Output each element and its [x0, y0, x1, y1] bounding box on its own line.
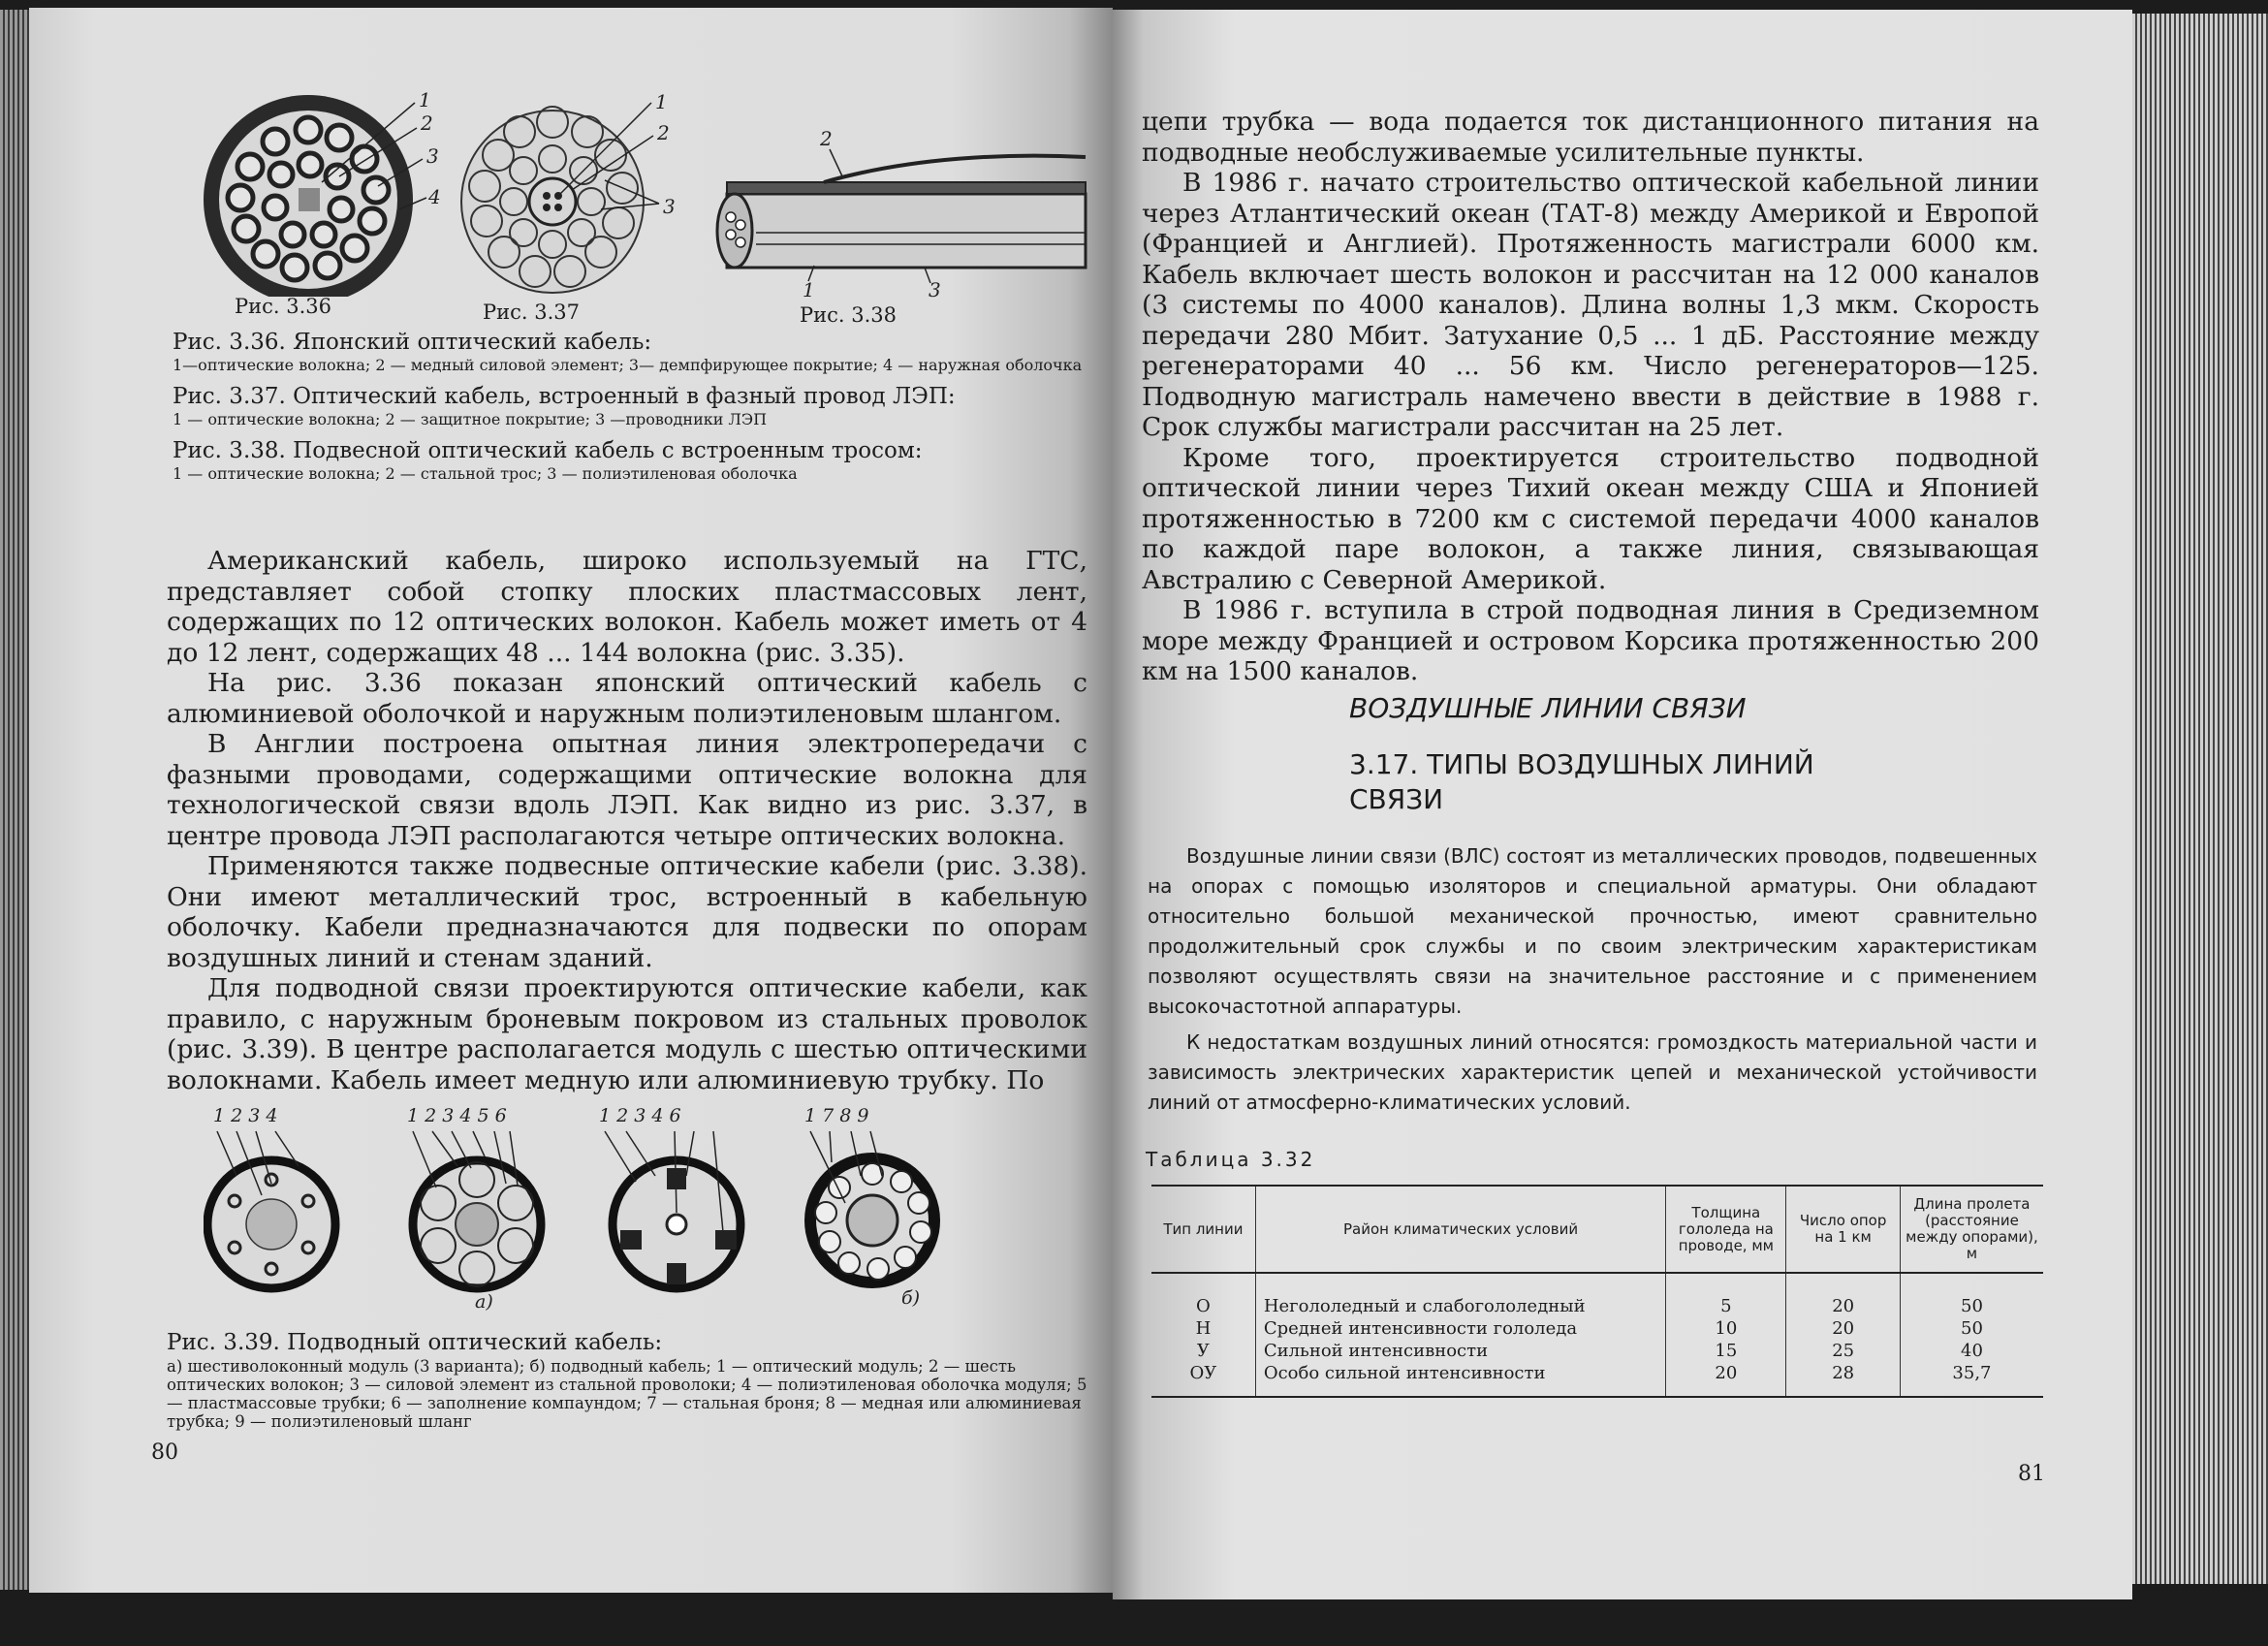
- table-cell: 35,7: [1900, 1362, 2043, 1397]
- figure-3-36-label: Рис. 3.36: [235, 295, 331, 318]
- caption-3-37-title: Рис. 3.37. Оптический кабель, встроенный в фазный провод ЛЭП:: [173, 384, 956, 409]
- figure-captions: [173, 328, 1103, 491]
- table-cell: Негололедный и слабогололедный: [1255, 1273, 1665, 1317]
- table-header: Число опор на 1 км: [1786, 1186, 1901, 1273]
- table-header: Длина пролета (расстояние между опорами), м: [1900, 1186, 2043, 1273]
- caption-3-36-title: Рис. 3.36. Японский оптический кабель:: [173, 330, 652, 355]
- table-cell: У: [1196, 1341, 1210, 1361]
- subsection-title-line1: 3.17. ТИПЫ ВОЗДУШНЫХ ЛИНИЙ: [1349, 748, 1814, 780]
- fig-3-36-callout-4: 4: [428, 185, 441, 208]
- paragraph: Для подводной связи проектируются оптические кабели, как правило, с наружным броневым покровом из стальных проволок (рис. 3.39). В центре располагается модуль с шестью оптическими волокнами. Кабель имеет медную или алюминиевую трубку. По: [167, 973, 1087, 1095]
- fig-3-38-callout-2: 2: [820, 127, 833, 150]
- table-cell: ОУ: [1189, 1363, 1217, 1383]
- figure-3-37-label: Рис. 3.37: [483, 301, 580, 324]
- table-cell: 50: [1900, 1273, 2043, 1317]
- subsection-title-line2: СВЯЗИ: [1349, 783, 1444, 815]
- fig-3-37-callout-3: 3: [663, 195, 676, 218]
- figure-3-38-label: Рис. 3.38: [800, 303, 897, 327]
- fig-3-37-callout-1: 1: [655, 93, 668, 113]
- table-row: [1151, 1273, 2043, 1317]
- fig-3-39-label-a: а): [475, 1291, 493, 1313]
- caption-3-39-title: Рис. 3.39. Подводный оптический кабель:: [167, 1330, 663, 1355]
- table-cell: 20: [1786, 1317, 1901, 1340]
- fig-3-38-callout-3: 3: [929, 278, 941, 299]
- fig-3-36-callout-3: 3: [426, 144, 439, 168]
- right-page-body: [1142, 107, 2039, 687]
- paragraph: Применяются также подвесные оптические кабели (рис. 3.38). Они имеют металлический трос, встроенный в кабельную оболочку. Кабели предназначаются для подвески по опорам воздушных линий и стенам зданий.: [167, 851, 1087, 973]
- paragraph: В 1986 г. вступила в строй подводная линия в Средиземном море между Францией и островом Корсика протяженностью 200 км на 1500 каналов.: [1142, 595, 2039, 686]
- caption-3-38-legend: 1 — оптические волокна; 2 — стальной трос; 3 — полиэтиленовая оболочка: [173, 464, 798, 483]
- table-cell: Н: [1195, 1318, 1212, 1339]
- page-number-left: 80: [151, 1440, 178, 1465]
- table-cell: 20: [1786, 1273, 1901, 1317]
- table-cell: 25: [1786, 1340, 1901, 1362]
- paragraph: К недостаткам воздушных линий относятся: громоздкость материальной части и зависимость электрических характеристик цепей и механической устойчивости линий от атмосферно-климатических условий.: [1148, 1030, 2037, 1114]
- fig-3-39-callouts-variant-3: 1 2 3 4 6: [599, 1105, 681, 1126]
- paragraph: Кроме того, проектируется строительство подводной оптической линии через Тихий океан между США и Японией протяженностью в 7200 км с системой передачи 4000 каналов по каждой паре волокон, а также линия, связывающая Австралию с Северной Америкой.: [1142, 442, 2039, 595]
- figure-3-39-caption: [167, 1328, 1099, 1439]
- paragraph: В Англии построена опытная линия электропередачи с фазными проводами, содержащими оптические волокна для технологической связи вдоль ЛЭП. Как видно из рис. 3.37, в центре провода ЛЭП располагаются четыре оптических волокна.: [167, 729, 1087, 851]
- fig-3-39-callouts-cable: 1 7 8 9: [804, 1105, 869, 1126]
- figure-3-37-illustration: [456, 93, 717, 297]
- fig-3-39-callouts-variant-1: 1 2 3 4: [213, 1105, 278, 1126]
- paragraph: Воздушные линии связи (ВЛС) состоят из металлических проводов, подвешенных на опорах с помощью изоляторов и специальной арматуры. Они обладают относительно большой механической прочностью, имеют сравнительно продолжительный срок службы и по своим электрическим характеристикам позволяют осуществлять связи на значительное расстояние и с применением высокочастотной аппаратуры.: [1148, 844, 2037, 1018]
- caption-3-39-legend: а) шестиволоконный модуль (3 варианта); б) подводный кабель; 1 — оптический модуль; 2 — шесть оптических волокон; 3 — силовой элемент из стальной проволоки; 4 — полиэтиленовая оболочка модуля; 5 — пластмассовые трубки; 6 — заполнение компаундом; 7 — стальная броня; 8 — медная или алюминиевая трубка; 9 — полиэтиленовый шланг: [167, 1357, 1087, 1431]
- table-3-32: [1151, 1185, 2043, 1398]
- table-cell: 10: [1666, 1317, 1786, 1340]
- paragraph: В 1986 г. начато строительство оптической кабельной линии через Атлантический океан (ТАТ-8) между Америкой и Европой (Францией и Англией). Протяженность магистрали 6000 км. Кабель включает шесть волокон и рассчитан на 12 000 каналов (3 системы по 4000 каналов). Длина волны 1,3 мкм. Скорость передачи 280 Мбит. Затухание 0,5 ... 1 дБ. Расстояние между регенераторами 40 ... 56 км. Число регенераторов—125. Подводную магистраль намечено ввести в действие в 1988 г. Срок службы магистрали рассчитан на 25 лет.: [1142, 168, 2039, 442]
- fig-3-37-callout-2: 2: [657, 121, 670, 144]
- right-page-small-text: [1148, 841, 2037, 1118]
- caption-3-38-title: Рис. 3.38. Подвесной оптический кабель с встроенным тросом:: [173, 438, 923, 463]
- table-header: Тип линии: [1151, 1186, 1255, 1273]
- table-cell: Особо сильной интенсивности: [1255, 1362, 1665, 1397]
- table-cell: О: [1196, 1296, 1211, 1316]
- figure-3-36-illustration: [194, 74, 446, 297]
- table-header: Район климатических условий: [1255, 1186, 1665, 1273]
- paragraph: цепи трубка — вода подается ток дистанционного питания на подводные необслуживаемые усилительные пункты.: [1142, 107, 2039, 168]
- table-row: [1151, 1362, 2043, 1397]
- fig-3-39-callouts-variant-2: 1 2 3 4 5 6: [407, 1105, 507, 1126]
- right-page-edges: [2132, 14, 2268, 1584]
- paragraph: Американский кабель, широко используемый на ГТС, представляет собой стопку плоских пластмассовых лент, содержащих по 12 оптических волокон. Кабель может иметь от 4 до 12 лент, содержащих 48 ... 144 волокна (рис. 3.35).: [167, 546, 1087, 668]
- fig-3-38-callout-1: 1: [803, 278, 815, 299]
- section-title: ВОЗДУШНЫЕ ЛИНИИ СВЯЗИ: [1349, 692, 1747, 724]
- figure-3-38-illustration: [698, 124, 1095, 299]
- left-page-body: [167, 546, 1087, 1095]
- fig-3-39-label-b: б): [901, 1287, 921, 1309]
- left-page: [29, 8, 1113, 1593]
- table-cell: Сильной интенсивности: [1255, 1340, 1665, 1362]
- left-page-edges: [0, 10, 31, 1590]
- table-cell: 20: [1666, 1362, 1786, 1397]
- table-label: Таблица 3.32: [1146, 1148, 1316, 1171]
- table-row: [1151, 1340, 2043, 1362]
- paragraph: На рис. 3.36 показан японский оптический кабель с алюминиевой оболочкой и наружным полиэтиленовым шлангом.: [167, 668, 1087, 729]
- caption-3-37-legend: 1 — оптические волокна; 2 — защитное покрытие; 3 —проводники ЛЭП: [173, 410, 768, 428]
- page-number-right: 81: [2018, 1462, 2045, 1486]
- table-cell: 5: [1666, 1273, 1786, 1317]
- table-row: [1151, 1317, 2043, 1340]
- fig-3-36-callout-2: 2: [421, 111, 433, 135]
- table-cell: Средней интенсивности гололеда: [1255, 1317, 1665, 1340]
- table-cell: 50: [1900, 1317, 2043, 1340]
- table-cell: 15: [1666, 1340, 1786, 1362]
- figure-3-39-illustration: [204, 1098, 998, 1321]
- table-cell: 40: [1900, 1340, 2043, 1362]
- caption-3-36-legend: 1—оптические волокна; 2 — медный силовой элемент; 3— демпфирующее покрытие; 4 — наружная оболочка: [173, 356, 1083, 374]
- table-header: Толщина гололеда на проводе, мм: [1666, 1186, 1786, 1273]
- fig-3-36-callout-1: 1: [419, 88, 431, 111]
- table-cell: 28: [1786, 1362, 1901, 1397]
